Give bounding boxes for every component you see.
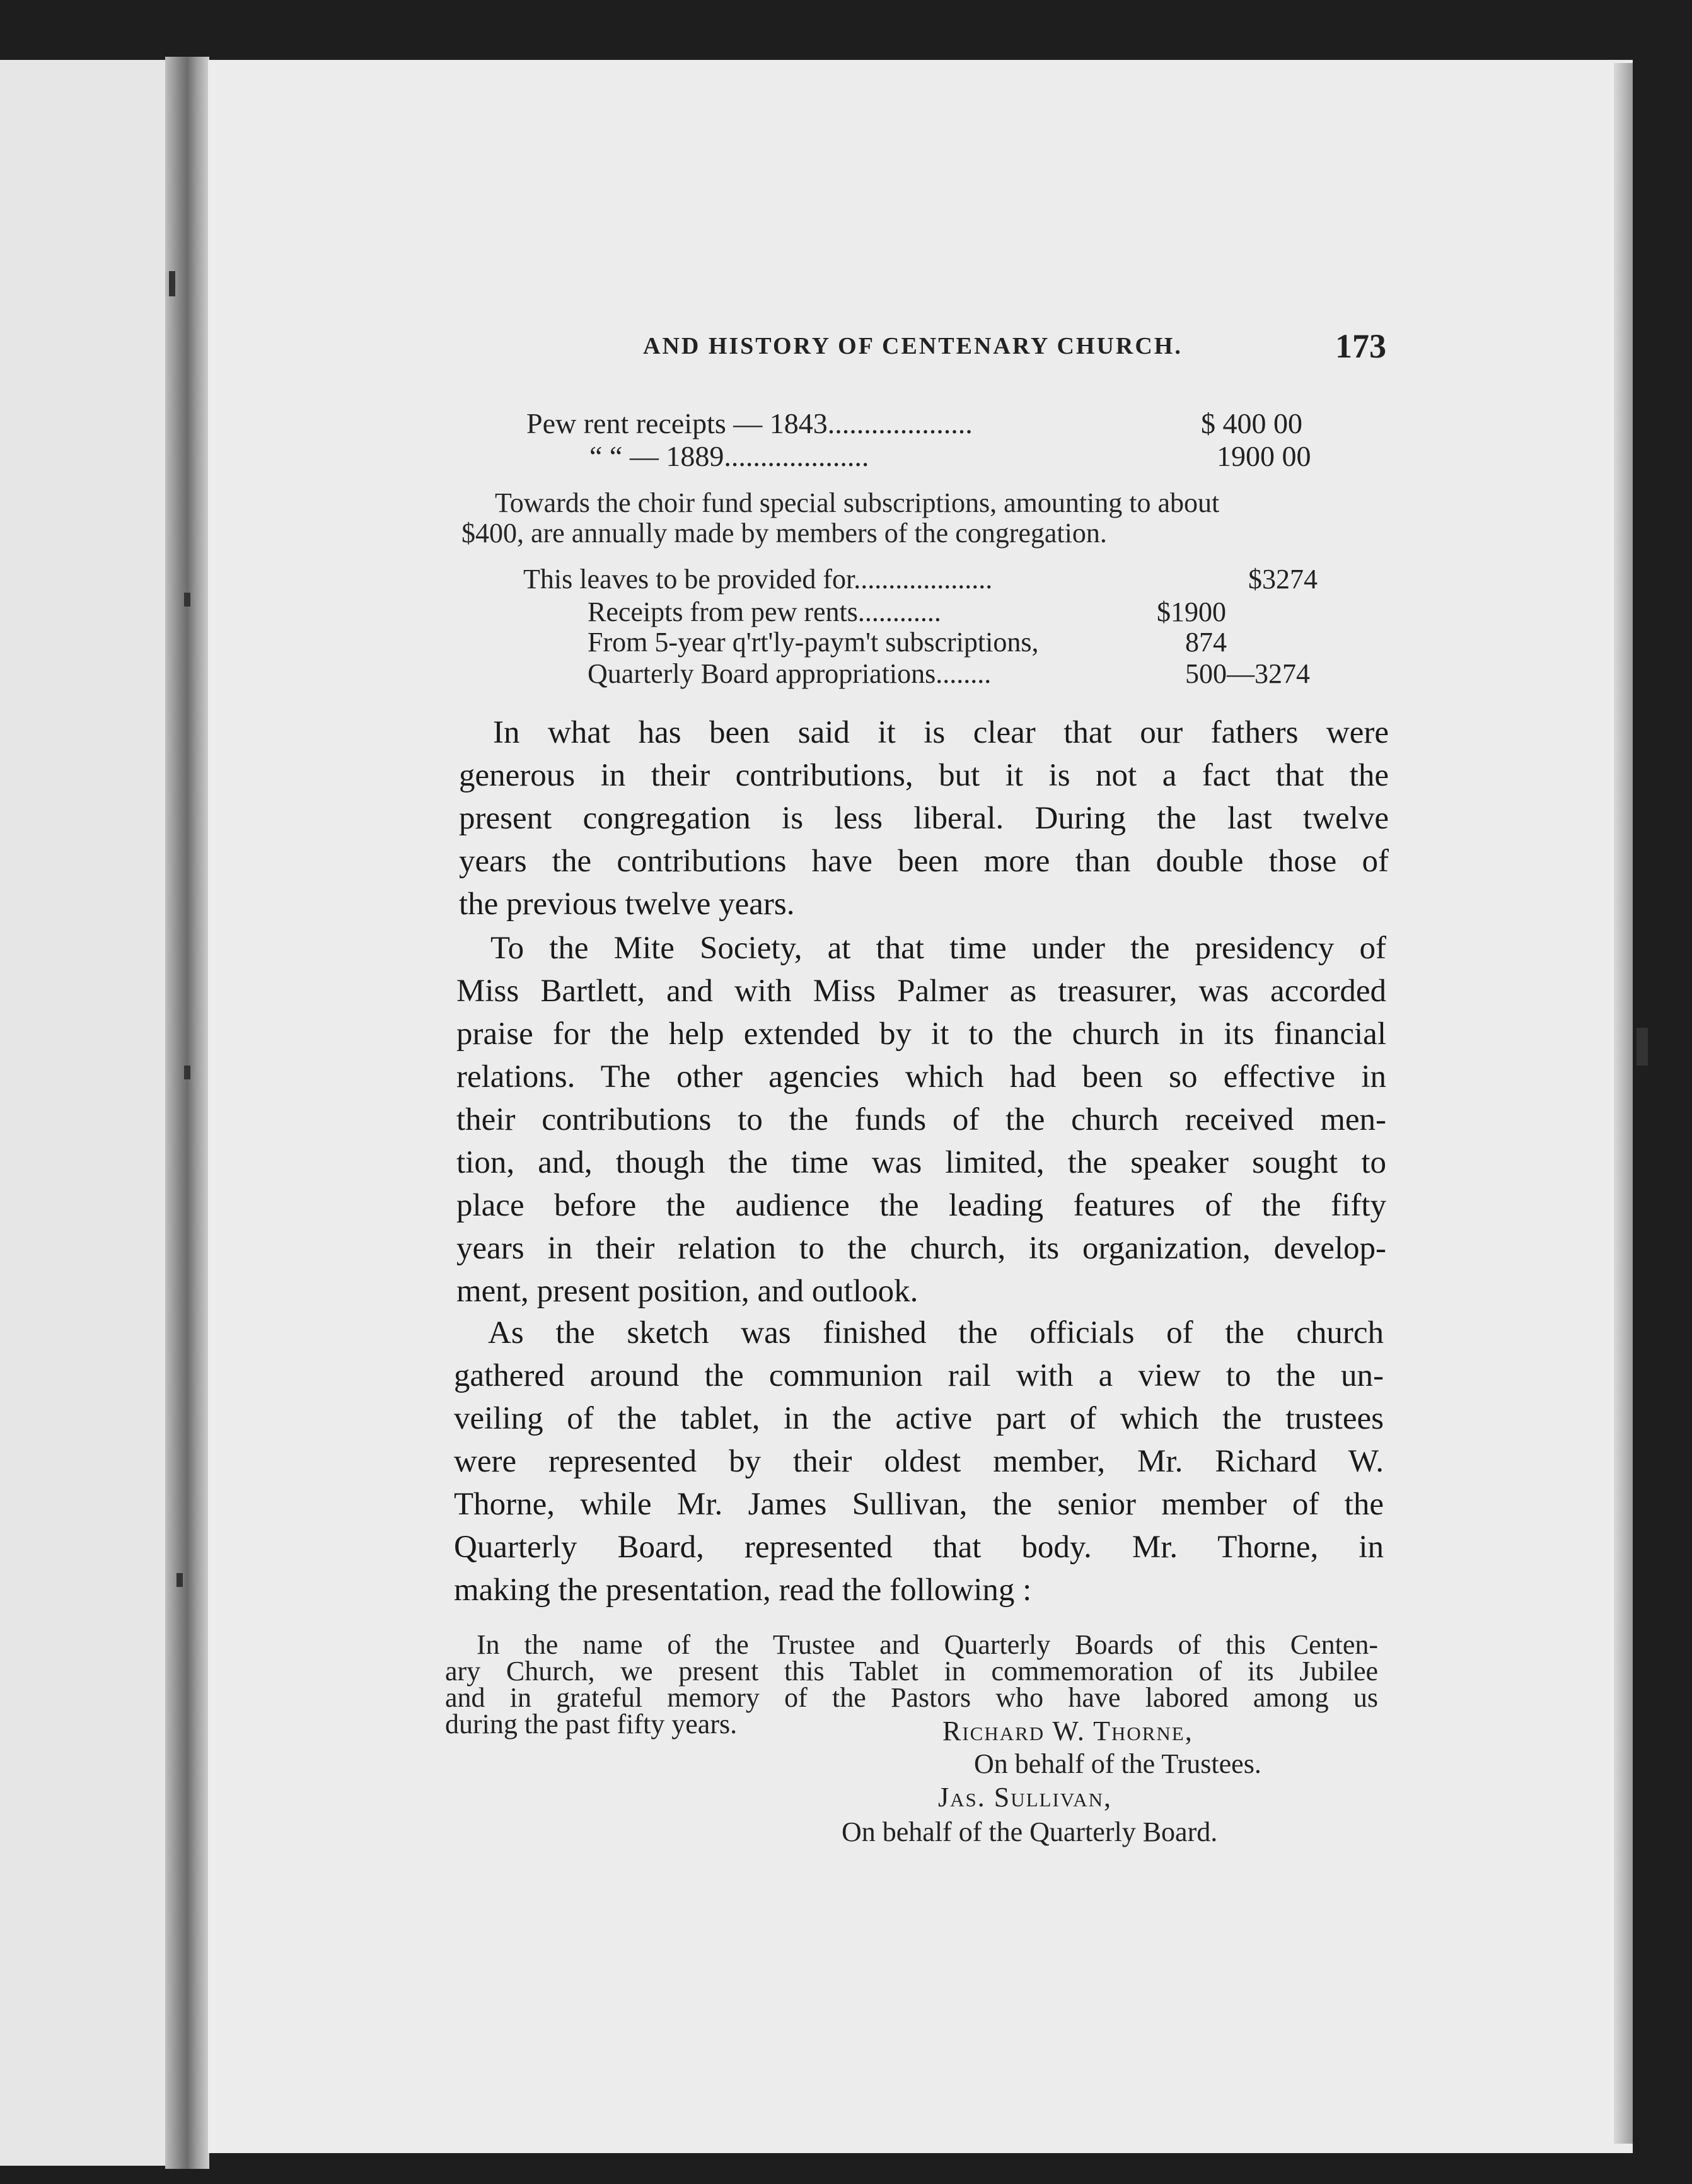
text-line: Miss Bartlett, and with Miss Palmer as treasurer, was accorded [456, 973, 1386, 1009]
text-line: ment, present position, and outlook. [456, 1274, 918, 1309]
provision-item-row [588, 596, 941, 628]
pew-rent-row-1843 [526, 407, 973, 440]
row-label: Pew rent receipts — 1843 [526, 407, 828, 439]
pew-rent-amount-1843: $ 400 00 [1201, 407, 1302, 439]
binding-mark [1637, 1028, 1648, 1066]
row-label: From 5-year q'rt'ly-paym't subscriptions, [588, 627, 1039, 658]
provision-total-amount: $3274 [1248, 564, 1318, 595]
provision-item-amount: 500—3274 [1185, 658, 1310, 689]
book-gutter [165, 57, 209, 2169]
text-line: As the sketch was finished the officials of the church [488, 1315, 1384, 1350]
leader-dots: ............ [857, 596, 941, 627]
leader-dots: .................... [827, 407, 973, 439]
paragraph-3 [454, 1311, 1384, 1612]
provision-total-row [523, 563, 992, 595]
paragraph-2 [456, 927, 1386, 1313]
binding-mark [169, 271, 175, 296]
text-line: during the past fifty years. [445, 1709, 738, 1740]
text-line: present congregation is less liberal. During the last twelve [459, 801, 1389, 836]
choir-note-line-2: $400, are annually made by members of the congregation. [461, 518, 1107, 549]
leader-dots: .................... [724, 440, 869, 472]
text-line: gathered around the communion rail with a view to the un- [454, 1358, 1384, 1393]
text-line: Thorne, while Mr. James Sullivan, the senior member of the [454, 1487, 1384, 1522]
binding-mark [184, 1066, 190, 1079]
text-line: praise for the help extended by it to the church in its financial [456, 1016, 1386, 1052]
provision-item-amount: 874 [1185, 627, 1227, 658]
row-label: Receipts from pew rents [588, 596, 858, 627]
text-line: In what has been said it is clear that our fathers were [493, 715, 1389, 750]
page-number: 173 [1335, 327, 1386, 365]
tablet-resolution [445, 1629, 1378, 1740]
facing-page-edge [0, 60, 189, 2166]
text-line: place before the audience the leading features of the fifty [456, 1188, 1386, 1223]
pew-rent-row-1889 [589, 439, 869, 473]
row-label: “ “ — 1889 [589, 440, 724, 472]
signer-1-role: On behalf of the Trustees. [974, 1748, 1261, 1779]
page-edge-shadow [1614, 63, 1633, 2144]
text-line: Quarterly Board, represented that body. Mr. Thorne, in [454, 1530, 1384, 1565]
paragraph-1 [459, 711, 1389, 926]
binding-mark [177, 1573, 183, 1587]
choir-note-line-1: Towards the choir fund special subscriptions, amounting to about [495, 487, 1220, 518]
provision-item-row [588, 658, 991, 690]
text-line: years in their relation to the church, its organization, develop- [456, 1231, 1386, 1266]
text-line: were represented by their oldest member, Mr. Richard W. [454, 1444, 1384, 1479]
row-label: Quarterly Board appropriations [588, 658, 936, 689]
text-line: relations. The other agencies which had been so effective in [456, 1059, 1386, 1095]
signer-1-name: Richard W. Thorne, [942, 1716, 1193, 1746]
leader-dots: ........ [936, 658, 992, 689]
text-line: In the name of the Trustee and Quarterly Boards of this Centen- [477, 1629, 1378, 1660]
provision-item-row [588, 626, 1038, 658]
leader-dots: .................... [854, 564, 993, 595]
provision-item-amount: $1900 [1157, 596, 1226, 627]
text-line: ary Church, we present this Tablet in commemoration of its Jubilee [445, 1656, 1378, 1687]
row-label: This leaves to be provided for [523, 564, 854, 595]
running-head: AND HISTORY OF CENTENARY CHURCH. [643, 333, 1183, 359]
text-line: To the Mite Society, at that time under the presidency of [490, 931, 1386, 966]
text-line: the previous twelve years. [459, 886, 795, 922]
binding-mark [184, 593, 190, 607]
text-line: generous in their contributions, but it is not a fact that the [459, 758, 1389, 793]
text-line: making the presentation, read the following : [454, 1572, 1032, 1608]
text-line: tion, and, though the time was limited, the speaker sought to [456, 1145, 1386, 1180]
pew-rent-amount-1889: 1900 00 [1217, 440, 1311, 472]
signer-2-role: On behalf of the Quarterly Board. [842, 1816, 1218, 1847]
text-line: their contributions to the funds of the church received men- [456, 1102, 1386, 1137]
text-line: and in grateful memory of the Pastors who have labored among us [445, 1682, 1378, 1713]
text-line: years the contributions have been more than double those of [459, 844, 1389, 879]
signer-2-name: Jas. Sullivan, [938, 1782, 1112, 1813]
text-line: veiling of the tablet, in the active part of which the trustees [454, 1401, 1384, 1436]
